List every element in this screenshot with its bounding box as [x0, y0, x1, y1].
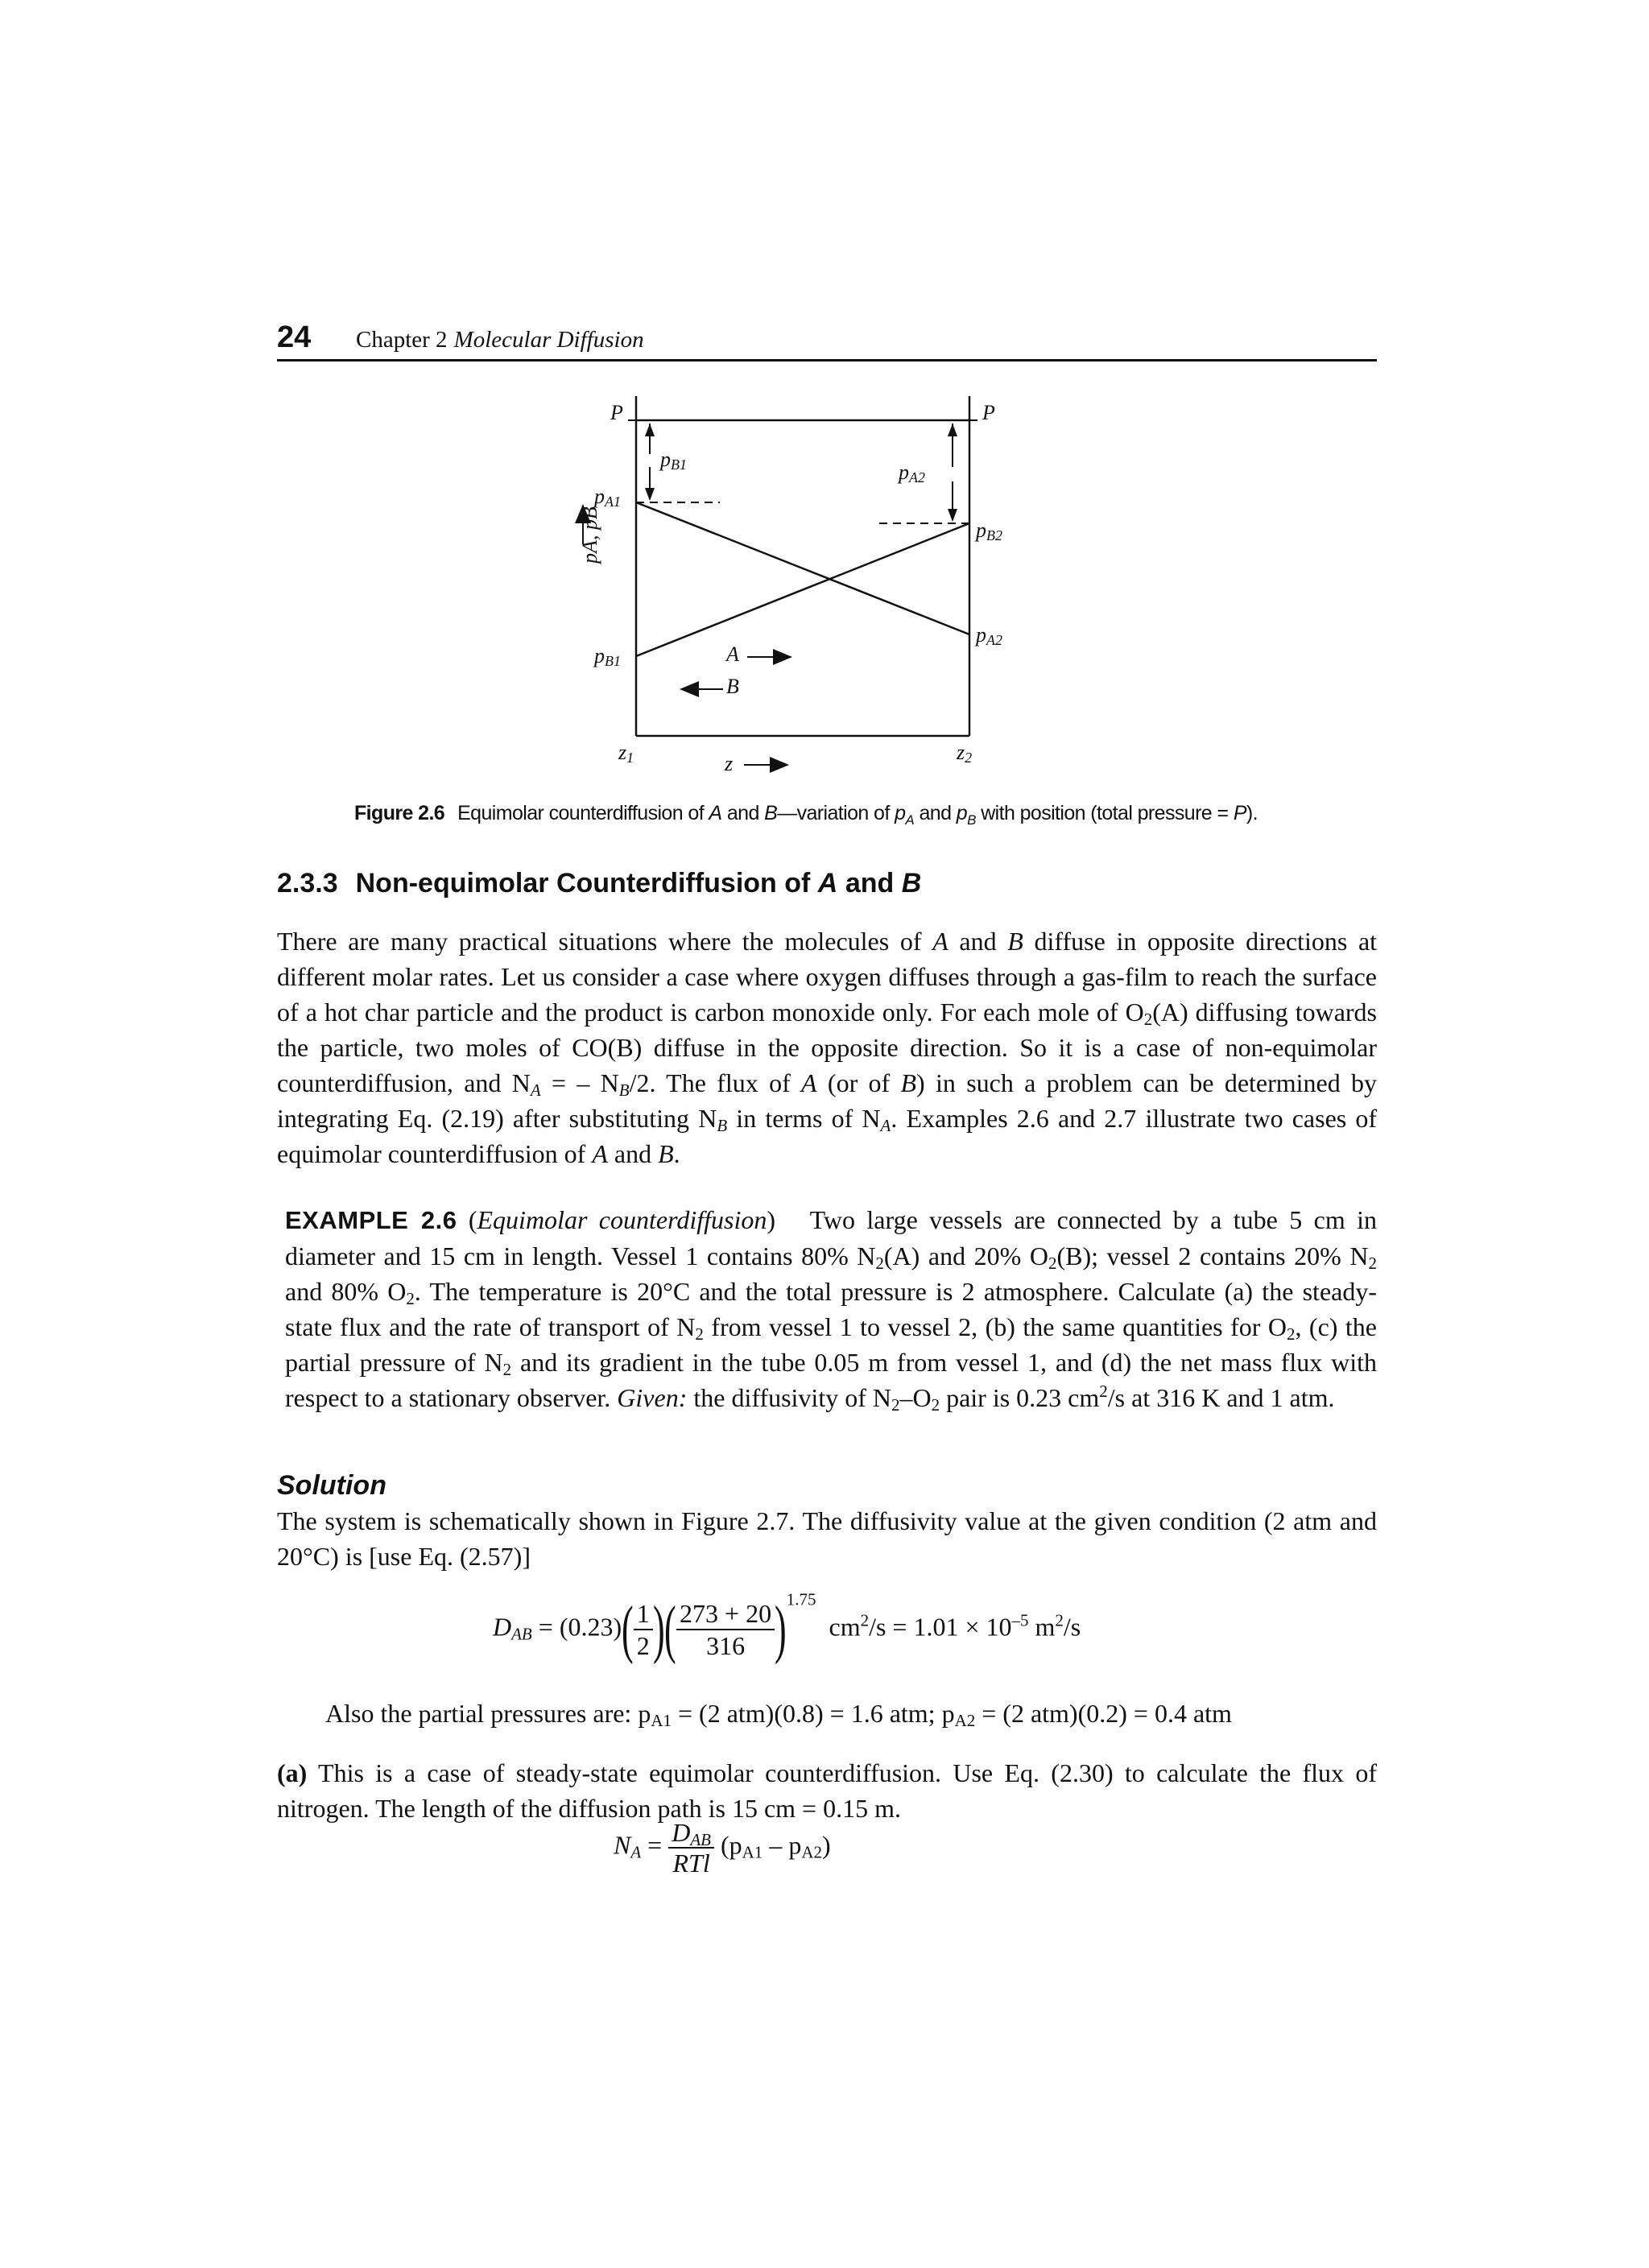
- label-pA1: $p_{A1}$: [594, 485, 621, 510]
- section-number: 2.3.3: [277, 868, 338, 899]
- label-pB2: $p_{B2}$: [976, 518, 1002, 543]
- label-pA2: $p_{A2}$: [976, 623, 1002, 648]
- label-z1: $z_1$: [618, 741, 634, 766]
- chapter-title: Molecular Diffusion: [453, 327, 644, 353]
- example-2-6: EXAMPLE 2.6 (Equimolar counterdiffusion) Two large vessels are connected by a tube 5 cm in diameter and 15 cm in length. Vessel 1 contains 80% $N_2(A)$ and 20% $O_2(B)$; vessel 2 contains 20% $N_2$ and 80% $O_2$. The temperature is 20°C and the total pressure is 2 atmosphere. Calculate (a) the steady-state flux and the rate of transport of $N_2$ from vessel 1 to vessel 2, (b) the same quantities for $O_2$, (c) the partial pressure of $N_2$ and its gradient in the tube 0.05 m from vessel 1, and (d) the net mass flux with respect to a stationary observer. Given: the diffusivity of $N_2-O_2$ pair is 0.23 $cm^2/s$ at 316 K and 1 atm.: [285, 1205, 1378, 1415]
- solution-paragraph: The system is schematically shown in Figure 2.7. The diffusivity value at the given condition (2 atm and 20°C) is [use Eq. (2.57)]: [277, 1506, 1377, 1571]
- example-label: EXAMPLE 2.6: [285, 1206, 457, 1234]
- line-pA: [636, 502, 969, 634]
- page-number: 24: [277, 320, 312, 354]
- label-A: A: [726, 642, 739, 666]
- section-title: Non-equimolar Counterdiffusion of: [355, 868, 811, 899]
- equation-flux: $N_A$ = $\frac{D_{AB}}{\text{RTl}}$ $(p_{A1} - p_{A2})$: [614, 1818, 831, 1878]
- book-page: [277, 0, 1377, 2268]
- axis-label-pressure: pA, pB: [578, 506, 601, 564]
- label-pB1-top: $p_{B1}$: [660, 448, 687, 473]
- label-pA2-top: $p_{A2}$: [899, 461, 925, 485]
- label-pB1: $p_{B1}$: [594, 644, 621, 669]
- caption-label: Figure 2.6: [354, 802, 445, 824]
- label-z-axis: z: [725, 752, 734, 775]
- running-header: [277, 319, 1377, 361]
- label-p-right: P: [982, 401, 995, 424]
- solution-heading: Solution: [277, 1470, 386, 1501]
- figure-caption: Figure 2.6 Equimolar counterdiffusion of A and B—variation of $p_A$ and $p_B$ with position (total pressure = P).: [354, 802, 1258, 828]
- chapter-number: Chapter 2: [356, 327, 448, 353]
- partial-pressures: Also the partial pressures are: $p_{A1} = (2$ atm)(0.8) = 1.6 atm; $p_{A2} = (2$ atm)(0.2) = 0.4 atm: [325, 1699, 1232, 1730]
- part-a-paragraph: (a) This is a case of steady-state equimolar counterdiffusion. Use Eq. (2.30) to calculate the flux of nitrogen. The length of the diffusion path is 15 cm = 0.15 m.: [277, 1758, 1378, 1823]
- example-title: Equimolar counterdiffusion: [477, 1205, 767, 1234]
- figure-2-6: [551, 378, 1034, 797]
- line-pB: [636, 523, 969, 656]
- label-z2: $z_2$: [957, 741, 973, 766]
- diagram-svg: [551, 378, 1034, 797]
- label-B: B: [726, 675, 739, 698]
- section-heading: 2.3.3 Non-equimolar Counterdiffusion of A and B: [277, 868, 922, 899]
- paragraph-intro: There are many practical situations where the molecules of A and B diffuse in opposite directions at different molar rates. Let us consider a case where oxygen diffuses through a gas-film to reach the surface of a hot char particle and the product is carbon monoxide only. For each mole of $O_2(A)$ diffusing towards the particle, two moles of CO(B) diffuse in the opposite direction. So it is a case of non-equimolar counterdiffusion, and $N_A$ = – $N_B/2$. The flux of A (or of B) in such a problem can be determined by integrating Eq. (2.19) after substituting $N_B$ in terms of $N_A$. Examples 2.6 and 2.7 illustrate two cases of equimolar counterdiffusion of A and B.: [277, 927, 1378, 1168]
- chapter-label: [356, 324, 644, 356]
- equation-diffusivity: $D_{AB} = (0.23)$( $\frac{1}{2}$ )( $\frac{273 + 20}{316}$ )$^{1.75}$ $cm^2/s = 1.01 \times 10^{-5}$ $m^2/s$: [493, 1589, 1081, 1665]
- label-p-left: P: [610, 401, 623, 424]
